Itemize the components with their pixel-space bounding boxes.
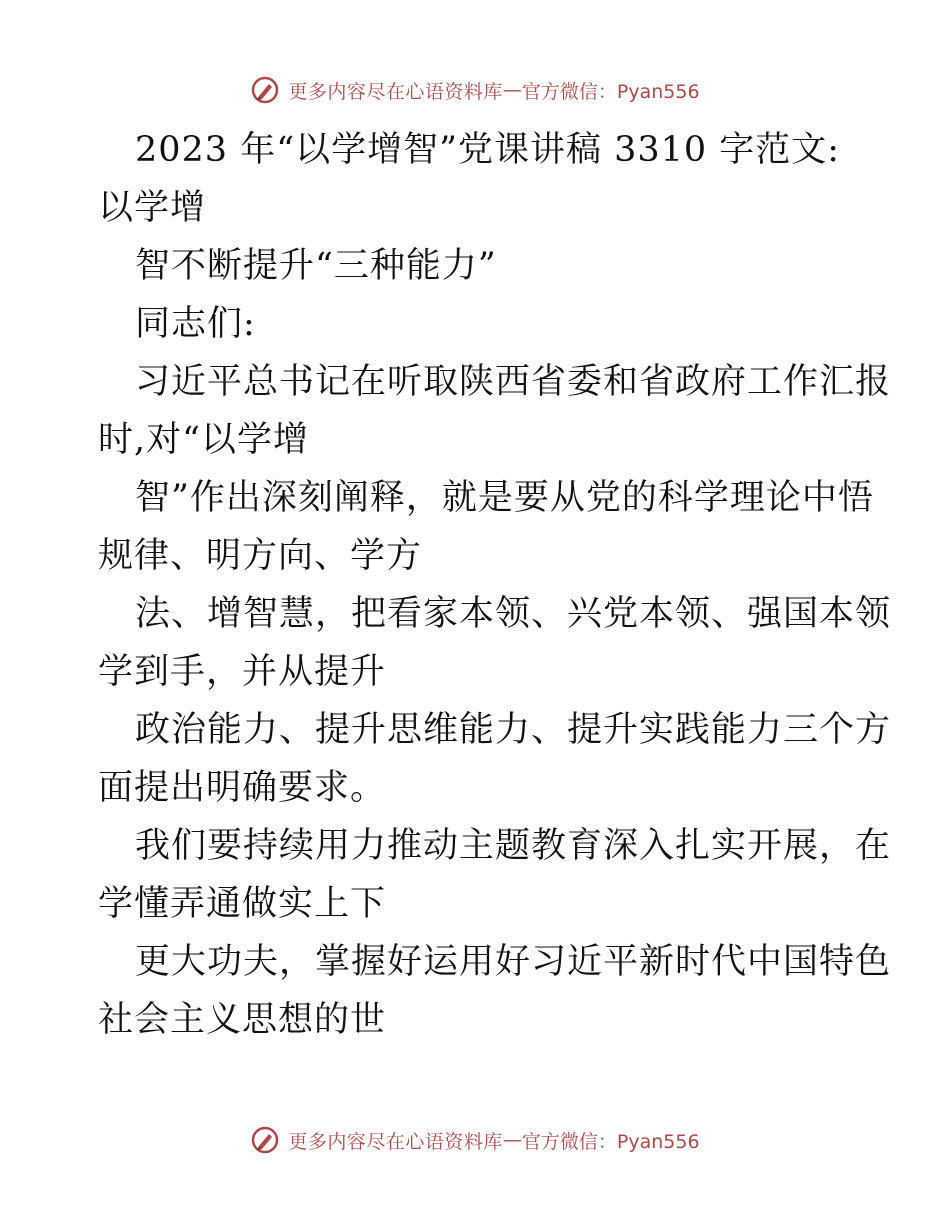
paragraph-line: 我们要持续用力推动主题教育深入扎实开展，在 xyxy=(135,826,892,866)
watermark-suffix: 官方微信：Pyan556 xyxy=(521,1130,700,1153)
paragraph-line: 面提出明确要求。 xyxy=(98,768,387,808)
document-title-line-2: 以学增 xyxy=(98,188,207,228)
paragraph-line: 更大功夫，掌握好运用好习近平新时代中国特色 xyxy=(135,942,892,982)
footer-watermark xyxy=(0,1120,950,1160)
document-title-line-3: 智不断提升“三种能力” xyxy=(135,246,497,286)
watermark-separator: — xyxy=(502,1129,522,1151)
paragraph-line: 政治能力、提升思维能力、提升实践能力三个方 xyxy=(135,710,892,750)
watermark-text: 更多内容尽在心语资料库 xyxy=(288,1130,503,1153)
watermark-suffix: 官方微信：Pyan556 xyxy=(521,80,700,103)
pen-logo-icon xyxy=(250,75,280,105)
paragraph-line: 规律、明方向、学方 xyxy=(98,536,423,576)
document-title-line-1: 2023 年“以学增智”党课讲稿 3310 字范文: xyxy=(135,130,841,170)
paragraph-line: 智”作出深刻阐释，就是要从党的科学理论中悟 xyxy=(135,478,874,518)
paragraph-line: 学懂弄通做实上下 xyxy=(98,884,387,924)
watermark-separator: — xyxy=(502,79,522,101)
paragraph-line: 时,对“以学增 xyxy=(98,420,310,460)
paragraph-line: 学到手，并从提升 xyxy=(98,652,387,692)
watermark-text: 更多内容尽在心语资料库 xyxy=(288,80,503,103)
paragraph-line: 习近平总书记在听取陕西省委和省政府工作汇报 xyxy=(135,362,892,402)
salutation: 同志们: xyxy=(135,304,256,344)
header-watermark xyxy=(0,70,950,110)
document-body xyxy=(98,121,892,1049)
paragraph-line: 法、增智慧，把看家本领、兴党本领、强国本领 xyxy=(135,594,892,634)
pen-logo-icon xyxy=(250,1125,280,1155)
paragraph-line: 社会主义思想的世 xyxy=(98,1000,387,1040)
